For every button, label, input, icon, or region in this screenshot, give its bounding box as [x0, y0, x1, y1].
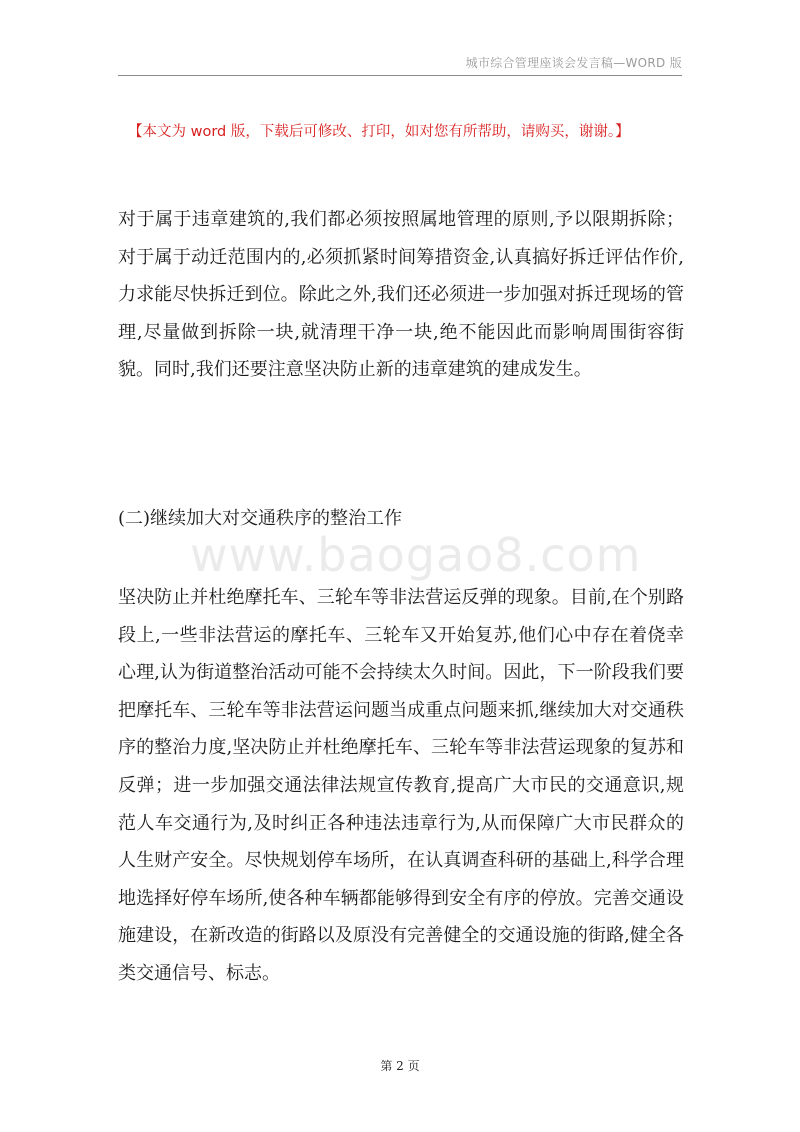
purchase-notice: 【本文为 word 版，下载后可修改、打印，如对您有所帮助，请购买，谢谢。】	[128, 124, 630, 140]
body-paragraph-1: 对于属于违章建筑的,我们都必须按照属地管理的原则,予以限期拆除；对于属于动迁范围内的,必须抓紧时间筹措资金,认真搞好拆迁评估作价,力求能尽快拆迁到位。除此之外,我们还必须进一步加强对拆迁现场的管理,尽量做到拆除一块,就清理干净一块,绝不能因此而影响周围街容街貌。同时,我们还要注意坚决防止新的违章建筑的建成发生。	[118, 209, 684, 381]
watermark: www.baogao8.com	[190, 528, 642, 582]
document-header-title: 城市综合管理座谈会发言稿—WORD 版	[465, 56, 682, 70]
section-heading: (二)继续加大对交通秩序的整治工作	[118, 508, 403, 529]
page-number: 第 2 页	[380, 1059, 420, 1073]
header-divider	[118, 75, 682, 76]
body-paragraph-2: 坚决防止并杜绝摩托车、三轮车等非法营运反弹的现象。目前,在个别路段上,一些非法营运的摩托车、三轮车又开始复苏,他们心中存在着侥幸心理,认为街道整治活动可能不会持续太久时间。因此，下一阶段我们要把摩托车、三轮车等非法营运问题当成重点问题来抓,继续加大对交通秩序的整治力度,坚决防止并杜绝摩托车、三轮车等非法营运现象的复苏和反弹；进一步加强交通法律法规宣传教育,提高广大市民的交通意识,规范人车交通行为,及时纠正各种违法违章行为,从而保障广大市民群众的人生财产安全。尽快规划停车场所，在认真调查科研的基础上,科学合理地选择好停车场所,使各种车辆都能够得到安全有序的停放。完善交通设施建设，在新改造的街路以及原没有完善健全的交通设施的街路,健全各类交通信号、标志。	[118, 587, 684, 984]
